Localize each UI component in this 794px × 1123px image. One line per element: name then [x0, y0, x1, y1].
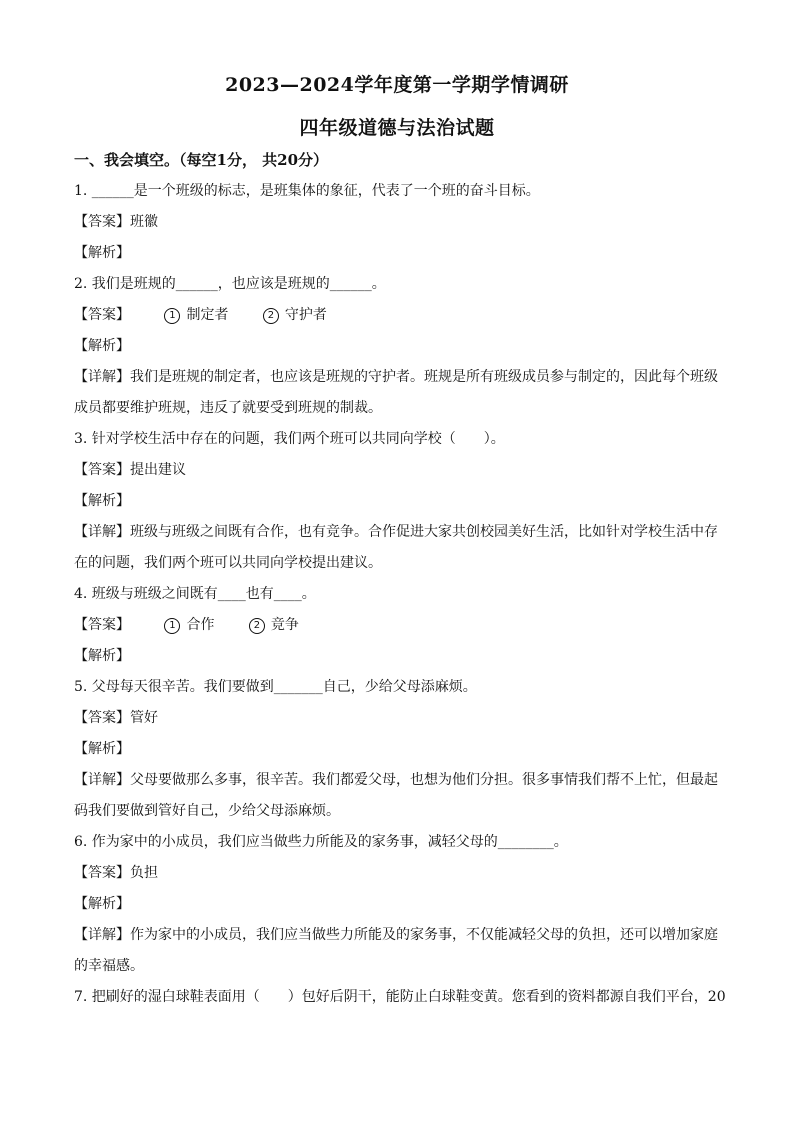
answer-row — [74, 300, 724, 331]
answer-label: 【答案】 — [74, 462, 130, 478]
answer-label: 【答案】 — [74, 307, 130, 323]
analysis-label: 【解析】 — [74, 896, 130, 912]
analysis-label: 【解析】 — [74, 493, 130, 509]
answer-text: 管好 — [130, 710, 158, 726]
analysis-label: 【解析】 — [74, 741, 130, 757]
answer-text: 班徽 — [130, 214, 158, 230]
detail-paragraph: 【详解】我们是班规的制定者，也应该是班规的守护者。班规是所有班级成员参与制定的，因此每个班级成员都要维护班规，违反了就要受到班规的制裁。 — [74, 369, 718, 416]
answer-item: 1 合作 — [164, 610, 214, 641]
answer-text: 提出建议 — [130, 462, 186, 478]
circled-number: 2 — [249, 618, 265, 634]
circled-number: 1 — [164, 308, 180, 324]
answer-row — [74, 858, 724, 889]
answer-item: 2 竞争 — [249, 610, 299, 641]
answer-row — [74, 455, 724, 486]
analysis-label: 【解析】 — [74, 648, 130, 664]
document-title: 2023—2024学年度第一学期学情调研 — [225, 74, 569, 96]
section-heading: 一、我会填空。（每空1分， 共20分） — [74, 151, 329, 169]
analysis-label: 【解析】 — [74, 338, 130, 354]
detail-paragraph: 【详解】作为家中的小成员，我们应当做些力所能及的家务事，不仅能减轻父母的负担，还可以增加家庭的幸福感。 — [74, 927, 718, 974]
detail-paragraph: 【详解】班级与班级之间既有合作，也有竞争。合作促进大家共创校园美好生活，比如针对学校生活中存在的问题，我们两个班可以共同向学校提出建议。 — [74, 524, 718, 571]
document-subtitle: 四年级道德与法治试题 — [299, 117, 495, 139]
question-3: 3. 针对学校生活中存在的问题，我们两个班可以共同向学校（ ）。 — [74, 431, 505, 447]
analysis-label: 【解析】 — [74, 245, 130, 261]
question-1: 1. ______是一个班级的标志，是班集体的象征，代表了一个班的奋斗目标。 — [74, 183, 540, 199]
question-7: 7. 把刷好的湿白球鞋表面用（ ）包好后阴干，能防止白球鞋变黄。您看到的资料都源自我们平台，20 — [74, 989, 726, 1005]
question-5: 5. 父母每天很辛苦。我们要做到_______自己，少给父母添麻烦。 — [74, 679, 477, 695]
question-6: 6. 作为家中的小成员，我们应当做些力所能及的家务事，减轻父母的________。 — [74, 834, 568, 850]
answer-row — [74, 610, 724, 641]
question-list — [74, 176, 724, 1013]
answer-row — [74, 207, 724, 238]
answer-text: 负担 — [130, 865, 158, 881]
answer-label: 【答案】 — [74, 214, 130, 230]
answer-label: 【答案】 — [74, 865, 130, 881]
question-2: 2. 我们是班规的______，也应该是班规的______。 — [74, 276, 386, 292]
answer-label: 【答案】 — [74, 710, 130, 726]
answer-item: 1 制定者 — [164, 300, 228, 331]
circled-number: 2 — [263, 308, 279, 324]
detail-paragraph: 【详解】父母要做那么多事，很辛苦。我们都爱父母，也想为他们分担。很多事情我们帮不上忙，但最起码我们要做到管好自己，少给父母添麻烦。 — [74, 772, 718, 819]
answer-row — [74, 703, 724, 734]
answer-label: 【答案】 — [74, 617, 130, 633]
circled-number: 1 — [164, 618, 180, 634]
answer-item: 2 守护者 — [263, 300, 327, 331]
question-4: 4. 班级与班级之间既有____也有____。 — [74, 586, 316, 602]
